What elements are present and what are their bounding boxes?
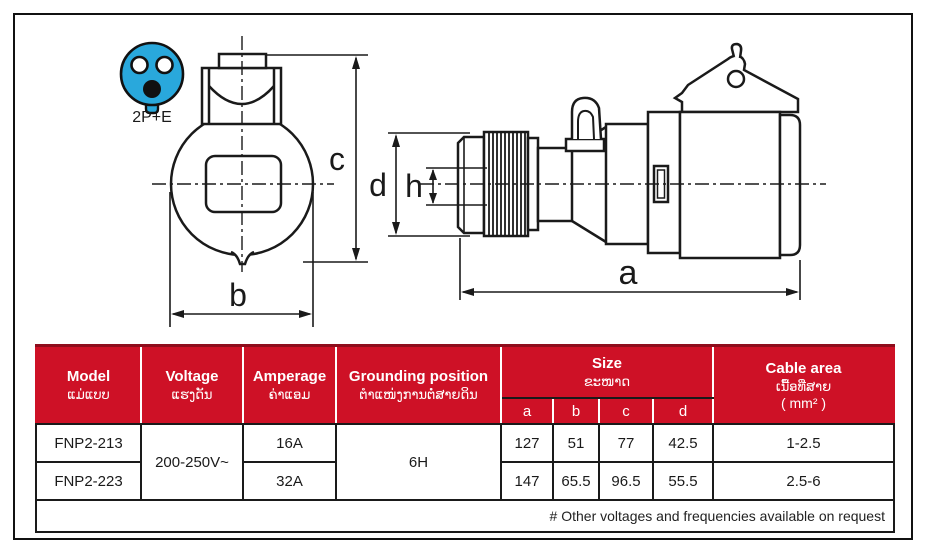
side-view: [458, 44, 800, 258]
cell-size-b: 65.5: [553, 462, 599, 500]
cell-voltage: 200-250V~: [141, 424, 243, 500]
cable-header-unit: ( mm² ): [780, 394, 827, 411]
cell-size-c: 96.5: [599, 462, 653, 500]
dim-label-h: h: [405, 168, 423, 204]
cell-model: FNP2-223: [36, 462, 141, 500]
voltage-header-lo: ແຮງດັນ: [171, 387, 213, 402]
cell-size-d: 55.5: [653, 462, 713, 500]
connector-face-icon: [121, 43, 183, 113]
table-row: [36, 424, 894, 462]
connector-type-label: 2P+E: [132, 109, 172, 126]
col-header-grounding: [336, 346, 501, 425]
socket-lid-circle: [171, 113, 313, 255]
cable-header-en: Cable area: [765, 359, 842, 377]
cell-cable-area: 1-2.5: [713, 424, 894, 462]
amperage-header-en: Amperage: [252, 368, 327, 385]
gland-cap: [458, 137, 484, 233]
footnote-text: # Other voltages and frequencies available on request: [36, 500, 894, 532]
lid-hole: [728, 71, 744, 87]
cell-grounding: 6H: [336, 424, 501, 500]
pin-hole-right: [157, 57, 173, 73]
size-subcol-b: b: [553, 398, 599, 424]
size-subcol-c: c: [599, 398, 653, 424]
col-header-cable-area: [713, 346, 894, 425]
grounding-header-lo: ຕຳແໜ່ງການຕໍ່ສາຍດິນ: [359, 387, 478, 402]
col-header-size: [501, 346, 713, 399]
cell-size-a: 127: [501, 424, 553, 462]
model-header-en: Model: [66, 368, 111, 385]
cell-amperage: 16A: [243, 424, 336, 462]
col-header-model: [36, 346, 141, 425]
voltage-header-en: Voltage: [165, 368, 219, 385]
spec-table: [35, 344, 895, 533]
latch-base: [566, 139, 604, 151]
grounding-header-en: Grounding position: [348, 368, 489, 385]
cell-size-b: 51: [553, 424, 599, 462]
head-rim: [780, 115, 800, 255]
cell-size-d: 42.5: [653, 424, 713, 462]
latch-hook: [572, 98, 601, 139]
lid-square: [206, 156, 281, 212]
size-header-lo: ຂະໜາດ: [583, 374, 631, 389]
col-header-voltage: [141, 346, 243, 425]
cable-header-lo: ເນື້ອທີ່ສາຍ: [775, 378, 832, 394]
model-header-lo: ແມ່ແບບ: [67, 387, 110, 402]
dim-label-b: b: [229, 277, 247, 313]
pin-hole-left: [132, 57, 148, 73]
cell-amperage: 32A: [243, 462, 336, 500]
footnote-row: [36, 500, 894, 532]
front-view: [171, 54, 313, 264]
cell-cable-area: 2.5-6: [713, 462, 894, 500]
size-subcol-d: d: [653, 398, 713, 424]
amperage-header-lo: ຄ່າແອມ: [268, 387, 311, 402]
size-header-en: Size: [591, 355, 622, 372]
size-subcol-a: a: [501, 398, 553, 424]
col-header-amperage: [243, 346, 336, 425]
cell-size-a: 147: [501, 462, 553, 500]
lid-tab: [732, 44, 741, 58]
dim-label-a: a: [618, 254, 638, 292]
cell-model: FNP2-213: [36, 424, 141, 462]
earth-pin: [143, 80, 161, 98]
cell-size-c: 77: [599, 424, 653, 462]
dim-label-d: d: [369, 167, 387, 203]
dim-label-c: c: [329, 141, 345, 177]
socket-head: [680, 112, 780, 258]
